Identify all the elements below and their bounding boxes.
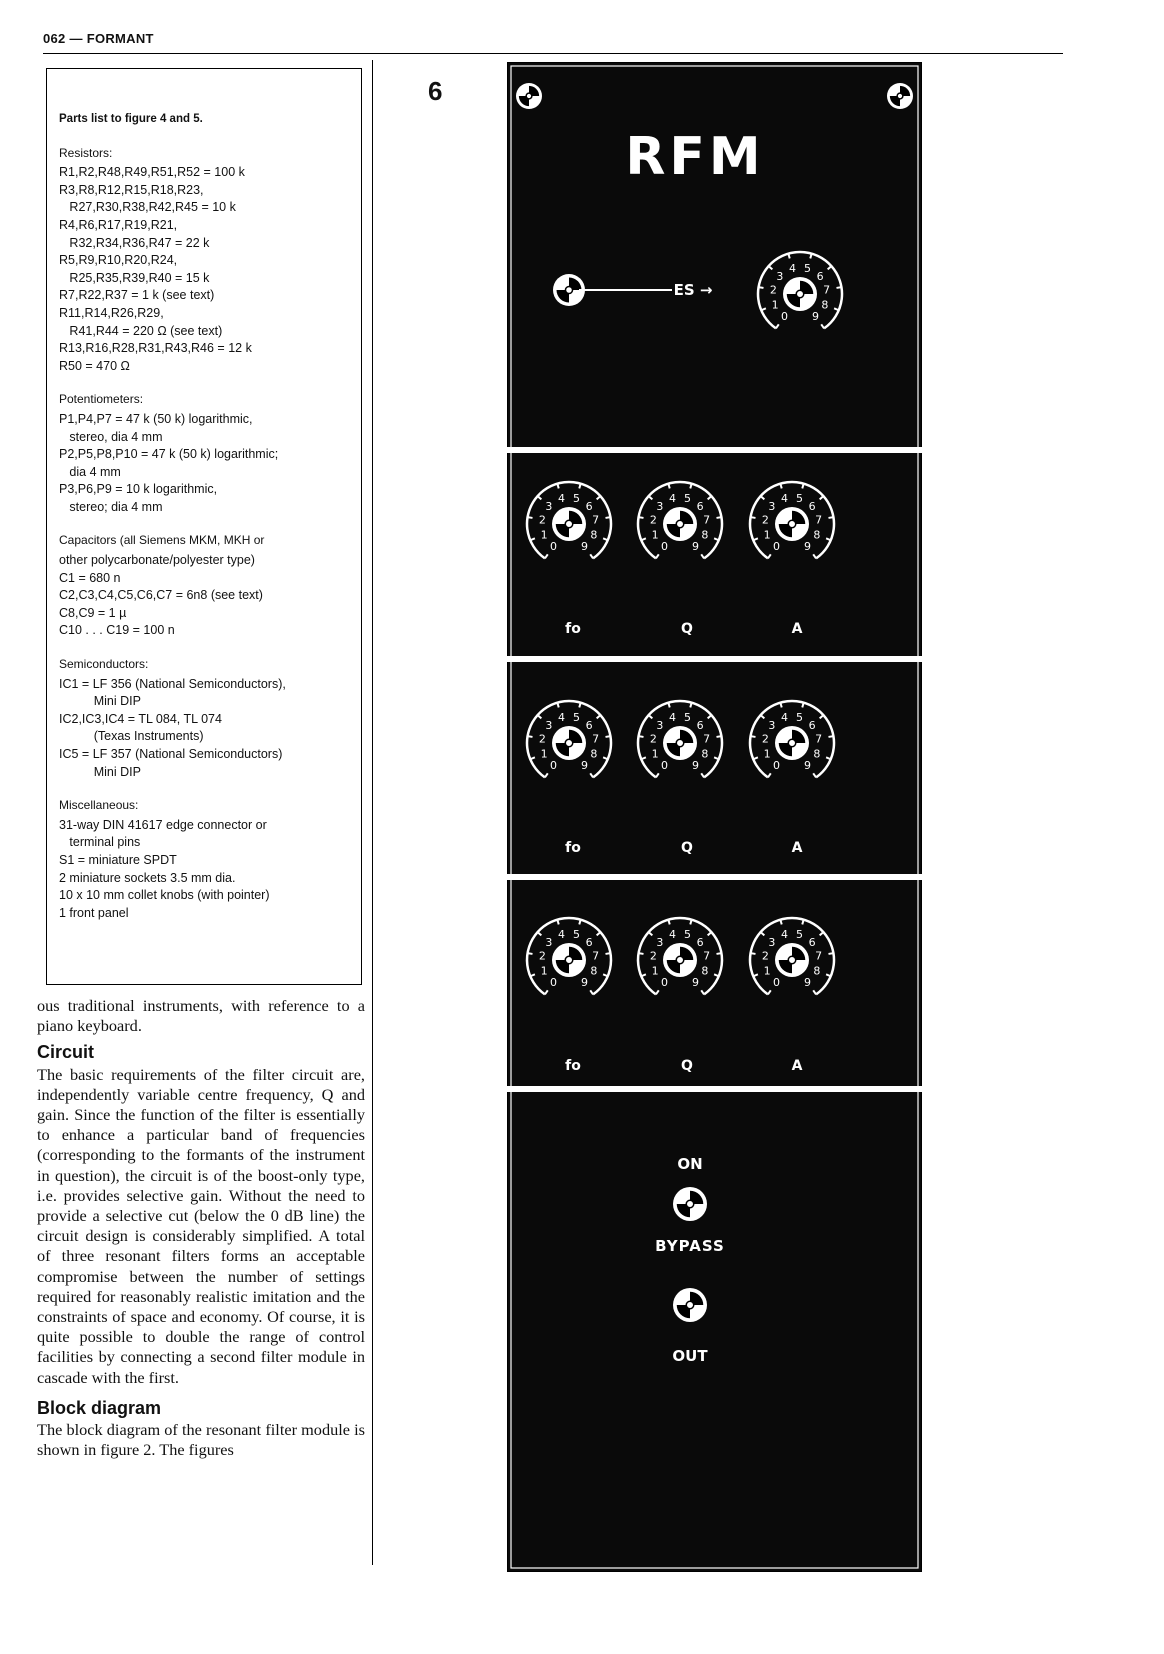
parts-line: other polycarbonate/polyester type) xyxy=(59,553,255,568)
filter-1-dial-fo-number: 8 xyxy=(590,528,598,542)
filter-1-dial-a-number: 5 xyxy=(795,492,803,506)
filter-1-dial-a-number: 2 xyxy=(761,513,769,527)
parts-list xyxy=(59,111,349,938)
filter-3-dial-a-number: 0 xyxy=(773,976,781,990)
bypass-label: BYPASS xyxy=(655,1237,725,1255)
filter-3-dial-q-knob-center xyxy=(676,956,683,963)
parts-section xyxy=(59,391,349,516)
filter-2-dial-a-number: 6 xyxy=(808,719,816,733)
filter-1-label-fo: fo xyxy=(565,621,581,637)
circuit-paragraph: The basic requirements of the filter circuit are, independently variable centre frequency, Q and gain. Since the function of the filter is essentially to enhance a particular band of frequencies (corresponding to the formants of the instrument in question), the circuit is of the boost-only type, i.e. provides selective gain. Without the need to provide a selective cut (below the 0 dB line) the circuit design is considerably simplified. A total of three resonant filters forms an acceptable compromise between the number of settings required for reasonably realistic imitation and the constraints of space and economy. Of course, it is quite possible to double the range of control facilities by connecting a second filter module in cascade with the first. xyxy=(37,1064,365,1387)
parts-line: P1,P4,P7 = 47 k (50 k) logarithmic, xyxy=(59,411,253,426)
filter-1-dial-a-number: 9 xyxy=(803,540,811,554)
filter-1-dial-q-number: 2 xyxy=(649,513,657,527)
filter-2-label-a: A xyxy=(791,840,803,856)
parts-list-title: Parts list to figure 4 and 5. xyxy=(59,113,203,125)
filter-1-dial-fo-tick xyxy=(528,517,533,518)
filter-1-dial-a-number: 4 xyxy=(781,492,789,506)
block-diagram-heading: Block diagram xyxy=(37,1397,162,1418)
filter-2-dial-fo-number: 8 xyxy=(590,747,598,761)
filter-1-dial-a-number: 8 xyxy=(813,528,821,542)
filter-2-dial-q-number: 8 xyxy=(701,747,709,761)
es-dial-number: 4 xyxy=(789,262,797,276)
filter-2-dial-q-number: 7 xyxy=(703,732,711,746)
filter-3-dial-fo-tick xyxy=(528,953,533,954)
filter-1-dial-a-number: 1 xyxy=(763,528,771,542)
filter-1-label-a: A xyxy=(791,621,803,637)
parts-list-box xyxy=(46,68,362,985)
filter-3-dial-q-tick xyxy=(690,920,691,925)
filter-2-dial-a-number: 8 xyxy=(813,747,821,761)
page-header: 062 — FORMANT xyxy=(43,31,154,46)
es-dial-knob-center xyxy=(796,290,803,297)
parts-line: IC2,IC3,IC4 = TL 084, TL 074 xyxy=(59,711,222,726)
filter-1-dial-q-knob-center xyxy=(676,520,683,527)
filter-2-dial-a-tick xyxy=(802,703,803,708)
filter-2-dial-q-number: 3 xyxy=(656,719,664,733)
section-divider xyxy=(507,874,922,880)
filter-1-dial-q-number: 0 xyxy=(661,540,669,554)
filter-2-dial-q-number: 0 xyxy=(661,759,669,773)
on-label: ON xyxy=(677,1155,703,1173)
filter-1-dial-a-number: 6 xyxy=(808,500,816,514)
filter-3-dial-fo-number: 6 xyxy=(585,936,593,950)
filter-2-dial-a-number: 7 xyxy=(815,732,823,746)
filter-1-dial-q-number: 8 xyxy=(701,528,709,542)
parts-line: R50 = 470 Ω xyxy=(59,358,130,373)
filter-3-dial-q-number: 5 xyxy=(683,928,691,942)
filter-1-dial-q-number: 3 xyxy=(656,500,664,514)
filter-3-dial-a-tick xyxy=(828,953,833,954)
panel-title: RFM xyxy=(625,127,765,187)
es-dial-number: 3 xyxy=(776,270,784,284)
circuit-heading: Circuit xyxy=(37,1042,95,1063)
filter-2-dial-a-tick xyxy=(780,703,781,708)
parts-line: IC5 = LF 357 (National Semiconductors) xyxy=(59,747,283,761)
parts-line: R5,R9,R10,R20,R24, xyxy=(59,253,178,268)
filter-2-dial-a-tick xyxy=(751,736,756,737)
es-dial-number: 2 xyxy=(769,283,777,297)
parts-section xyxy=(59,656,349,781)
filter-3-dial-q-number: 9 xyxy=(691,976,699,990)
filter-2-dial-a-number: 9 xyxy=(803,759,811,773)
parts-section-title: Capacitors (all Siemens MKM, MKH or xyxy=(59,533,265,548)
parts-line: S1 = miniature SPDT xyxy=(59,852,177,867)
filter-1-dial-q-number: 6 xyxy=(696,500,704,514)
filter-3-dial-a-tick xyxy=(802,920,803,925)
filter-1-dial-fo-knob-center xyxy=(565,520,572,527)
body-column xyxy=(37,996,365,1460)
filter-3-dial-q-number: 4 xyxy=(669,928,677,942)
filter-1-dial-a-tick xyxy=(828,517,833,518)
filter-3-dial-a-number: 8 xyxy=(813,964,821,978)
filter-1-dial-fo-number: 3 xyxy=(545,500,553,514)
es-label: ES → xyxy=(673,281,713,299)
parts-line: R3,R8,R12,R15,R18,R23, xyxy=(59,182,204,197)
filter-2-dial-a-number: 3 xyxy=(768,719,776,733)
filter-2-dial-fo-tick xyxy=(579,703,580,708)
filter-1-dial-q-tick xyxy=(668,484,669,489)
parts-line: R4,R6,R17,R19,R21, xyxy=(59,217,178,232)
filter-2-dial-fo-knob-center xyxy=(565,739,572,746)
filter-1-dial-q-number: 4 xyxy=(669,492,677,506)
parts-section-title: Potentiometers: xyxy=(59,392,144,407)
filter-3-dial-q-tick xyxy=(668,920,669,925)
parts-section-title: Miscellaneous: xyxy=(59,798,139,813)
filter-2-dial-fo-tick xyxy=(528,736,533,737)
filter-1-dial-a-number: 3 xyxy=(768,500,776,514)
es-dial-number: 5 xyxy=(803,262,811,276)
column-rule xyxy=(372,60,373,1565)
parts-line: C2,C3,C4,C5,C6,C7 = 6n8 (see text) xyxy=(59,588,263,603)
filter-2-dial-fo-number: 4 xyxy=(558,711,566,725)
filter-1-dial-fo-number: 0 xyxy=(550,540,558,554)
parts-line: R11,R14,R26,R29, xyxy=(59,305,164,320)
parts-line: 1 front panel xyxy=(59,905,129,920)
filter-1-dial-fo-number: 6 xyxy=(585,500,593,514)
parts-line: Mini DIP xyxy=(59,694,141,709)
filter-3-dial-a-number: 6 xyxy=(808,936,816,950)
filter-2-dial-a-tick xyxy=(828,736,833,737)
parts-line: 2 miniature sockets 3.5 mm dia. xyxy=(59,870,236,885)
filter-3-dial-fo-number: 2 xyxy=(538,949,546,963)
filter-2-dial-a-number: 5 xyxy=(795,711,803,725)
filter-1-dial-a-knob-center xyxy=(788,520,795,527)
filter-2-dial-q-tick xyxy=(716,736,721,737)
filter-3-dial-fo-knob-center xyxy=(565,956,572,963)
filter-2-dial-q-tick xyxy=(690,703,691,708)
es-dial-tick xyxy=(810,254,811,259)
filter-2-dial-fo-number: 9 xyxy=(580,759,588,773)
filter-1-dial-fo-number: 4 xyxy=(558,492,566,506)
es-dial-number: 8 xyxy=(821,298,829,312)
es-input-knob-center xyxy=(565,286,572,293)
parts-line: 31-way DIN 41617 edge connector or xyxy=(59,817,267,832)
filter-2-dial-fo-tick xyxy=(605,736,610,737)
parts-section xyxy=(59,797,349,922)
filter-3-dial-a-number: 1 xyxy=(763,964,771,978)
parts-line: R7,R22,R37 = 1 k (see text) xyxy=(59,288,215,303)
filter-3-dial-fo-number: 5 xyxy=(572,928,580,942)
filter-1-dial-q-number: 7 xyxy=(703,513,711,527)
filter-2-dial-q-knob-center xyxy=(676,739,683,746)
filter-3-dial-a-tick xyxy=(780,920,781,925)
filter-2-dial-q-number: 1 xyxy=(651,747,659,761)
filter-3-label-q: Q xyxy=(681,1058,693,1074)
filter-3-dial-fo-number: 9 xyxy=(580,976,588,990)
filter-3-dial-q-number: 8 xyxy=(701,964,709,978)
es-dial-tick xyxy=(836,287,841,288)
parts-line: C1 = 680 n xyxy=(59,570,121,585)
filter-2-label-fo: fo xyxy=(565,840,581,856)
parts-line: R41,R44 = 220 Ω (see text) xyxy=(59,323,223,338)
parts-section-title: Resistors: xyxy=(59,145,113,160)
filter-1-dial-a-number: 7 xyxy=(815,513,823,527)
filter-2-dial-a-number: 0 xyxy=(773,759,781,773)
intro-paragraph: ous traditional instruments, with reference to a piano keyboard. xyxy=(37,996,365,1036)
parts-line: terminal pins xyxy=(59,835,141,850)
filter-1-dial-fo-number: 2 xyxy=(538,513,546,527)
es-dial-number: 9 xyxy=(811,310,819,324)
filter-1-dial-a-tick xyxy=(780,484,781,489)
filter-3-dial-fo-tick xyxy=(605,953,610,954)
filter-3-dial-q-number: 0 xyxy=(661,976,669,990)
es-dial-tick xyxy=(788,254,789,259)
filter-2-dial-fo-number: 3 xyxy=(545,719,553,733)
filter-3-dial-a-knob-center xyxy=(788,956,795,963)
filter-2-dial-q-number: 5 xyxy=(683,711,691,725)
parts-line: C8,C9 = 1 µ xyxy=(59,605,127,620)
filter-2-dial-q-tick xyxy=(668,703,669,708)
filter-2-dial-fo-number: 7 xyxy=(592,732,600,746)
front-panel-drawing xyxy=(507,62,922,1572)
filter-3-dial-a-number: 3 xyxy=(768,936,776,950)
parts-line: IC1 = LF 356 (National Semiconductors), xyxy=(59,676,286,691)
filter-2-dial-q-tick xyxy=(639,736,644,737)
filter-2-dial-q-number: 2 xyxy=(649,732,657,746)
parts-line: stereo; dia 4 mm xyxy=(59,499,163,514)
filter-2-dial-a-number: 1 xyxy=(763,747,771,761)
parts-line: (Texas Instruments) xyxy=(59,729,204,744)
filter-2-dial-q-number: 9 xyxy=(691,759,699,773)
figure-number: 6 xyxy=(428,76,443,106)
filter-1-dial-fo-number: 9 xyxy=(580,540,588,554)
bypass-switch-on-center xyxy=(686,1200,693,1207)
filter-3-dial-a-number: 5 xyxy=(795,928,803,942)
filter-1-dial-fo-tick xyxy=(605,517,610,518)
filter-3-dial-fo-number: 1 xyxy=(540,964,548,978)
filter-3-dial-q-number: 3 xyxy=(656,936,664,950)
filter-3-label-fo: fo xyxy=(565,1058,581,1074)
filter-1-dial-q-number: 9 xyxy=(691,540,699,554)
filter-3-dial-q-tick xyxy=(716,953,721,954)
filter-1-dial-q-number: 1 xyxy=(651,528,659,542)
filter-3-dial-fo-number: 3 xyxy=(545,936,553,950)
bypass-switch-out-center xyxy=(686,1301,693,1308)
filter-1-dial-q-tick xyxy=(716,517,721,518)
filter-2-dial-a-number: 4 xyxy=(781,711,789,725)
header-rule xyxy=(43,53,1063,54)
filter-2-dial-q-number: 4 xyxy=(669,711,677,725)
es-dial-number: 7 xyxy=(823,283,831,297)
filter-3-dial-fo-number: 8 xyxy=(590,964,598,978)
parts-section xyxy=(59,532,349,640)
filter-2-dial-fo-number: 0 xyxy=(550,759,558,773)
section-divider xyxy=(507,447,922,453)
parts-line: 10 x 10 mm collet knobs (with pointer) xyxy=(59,888,270,903)
parts-line: Mini DIP xyxy=(59,764,141,779)
filter-3-dial-q-number: 6 xyxy=(696,936,704,950)
filter-2-label-q: Q xyxy=(681,840,693,856)
parts-line: C10 . . . C19 = 100 n xyxy=(59,623,175,638)
filter-3-dial-fo-number: 0 xyxy=(550,976,558,990)
filter-1-dial-a-tick xyxy=(802,484,803,489)
filter-3-label-a: A xyxy=(791,1058,803,1074)
section-divider xyxy=(507,1086,922,1092)
filter-1-dial-q-tick xyxy=(639,517,644,518)
es-dial-number: 0 xyxy=(781,310,789,324)
filter-3-dial-a-tick xyxy=(751,953,756,954)
filter-2-dial-a-number: 2 xyxy=(761,732,769,746)
filter-1-dial-q-number: 5 xyxy=(683,492,691,506)
filter-3-dial-a-number: 2 xyxy=(761,949,769,963)
parts-line: dia 4 mm xyxy=(59,464,121,479)
parts-line: R13,R16,R28,R31,R43,R46 = 12 k xyxy=(59,341,252,356)
filter-3-dial-a-number: 7 xyxy=(815,949,823,963)
filter-3-dial-q-number: 1 xyxy=(651,964,659,978)
filter-2-dial-a-knob-center xyxy=(788,739,795,746)
filter-3-dial-fo-number: 7 xyxy=(592,949,600,963)
es-dial-tick xyxy=(759,287,764,288)
filter-3-dial-fo-number: 4 xyxy=(558,928,566,942)
parts-section xyxy=(59,145,349,376)
filter-2-dial-fo-number: 2 xyxy=(538,732,546,746)
filter-1-dial-fo-number: 7 xyxy=(592,513,600,527)
filter-3-dial-fo-tick xyxy=(579,920,580,925)
parts-line: stereo, dia 4 mm xyxy=(59,429,163,444)
filter-3-dial-q-number: 2 xyxy=(649,949,657,963)
parts-line: R1,R2,R48,R49,R51,R52 = 100 k xyxy=(59,165,245,180)
parts-line: R27,R30,R38,R42,R45 = 10 k xyxy=(59,200,236,215)
block-diagram-paragraph: The block diagram of the resonant filter module is shown in figure 2. The figures xyxy=(37,1420,365,1460)
filter-3-dial-fo-tick xyxy=(557,920,558,925)
filter-2-dial-fo-number: 6 xyxy=(585,719,593,733)
filter-1-label-q: Q xyxy=(681,621,693,637)
filter-2-dial-fo-number: 1 xyxy=(540,747,548,761)
front-panel-figure xyxy=(507,62,922,1572)
filter-3-dial-q-number: 7 xyxy=(703,949,711,963)
filter-2-dial-fo-number: 5 xyxy=(572,711,580,725)
filter-3-dial-q-tick xyxy=(639,953,644,954)
out-label: OUT xyxy=(672,1347,708,1365)
mounting-screw-right-center xyxy=(897,93,903,99)
es-dial-number: 6 xyxy=(816,270,824,284)
parts-line: R25,R35,R39,R40 = 15 k xyxy=(59,270,210,285)
section-divider xyxy=(507,656,922,662)
parts-line: P2,P5,P8,P10 = 47 k (50 k) logarithmic; xyxy=(59,447,279,462)
parts-line: R32,R34,R36,R47 = 22 k xyxy=(59,235,210,250)
parts-line: P3,P6,P9 = 10 k logarithmic, xyxy=(59,482,218,497)
filter-1-dial-fo-tick xyxy=(579,484,580,489)
filter-3-dial-a-number: 9 xyxy=(803,976,811,990)
filter-1-dial-a-tick xyxy=(751,517,756,518)
filter-2-dial-q-number: 6 xyxy=(696,719,704,733)
filter-1-dial-fo-tick xyxy=(557,484,558,489)
filter-1-dial-fo-number: 5 xyxy=(572,492,580,506)
filter-2-dial-fo-tick xyxy=(557,703,558,708)
filter-1-dial-fo-number: 1 xyxy=(540,528,548,542)
mounting-screw-left-center xyxy=(526,93,532,99)
filter-1-dial-q-tick xyxy=(690,484,691,489)
filter-1-dial-a-number: 0 xyxy=(773,540,781,554)
es-dial-number: 1 xyxy=(771,298,779,312)
filter-3-dial-a-number: 4 xyxy=(781,928,789,942)
parts-section-title: Semiconductors: xyxy=(59,657,149,672)
